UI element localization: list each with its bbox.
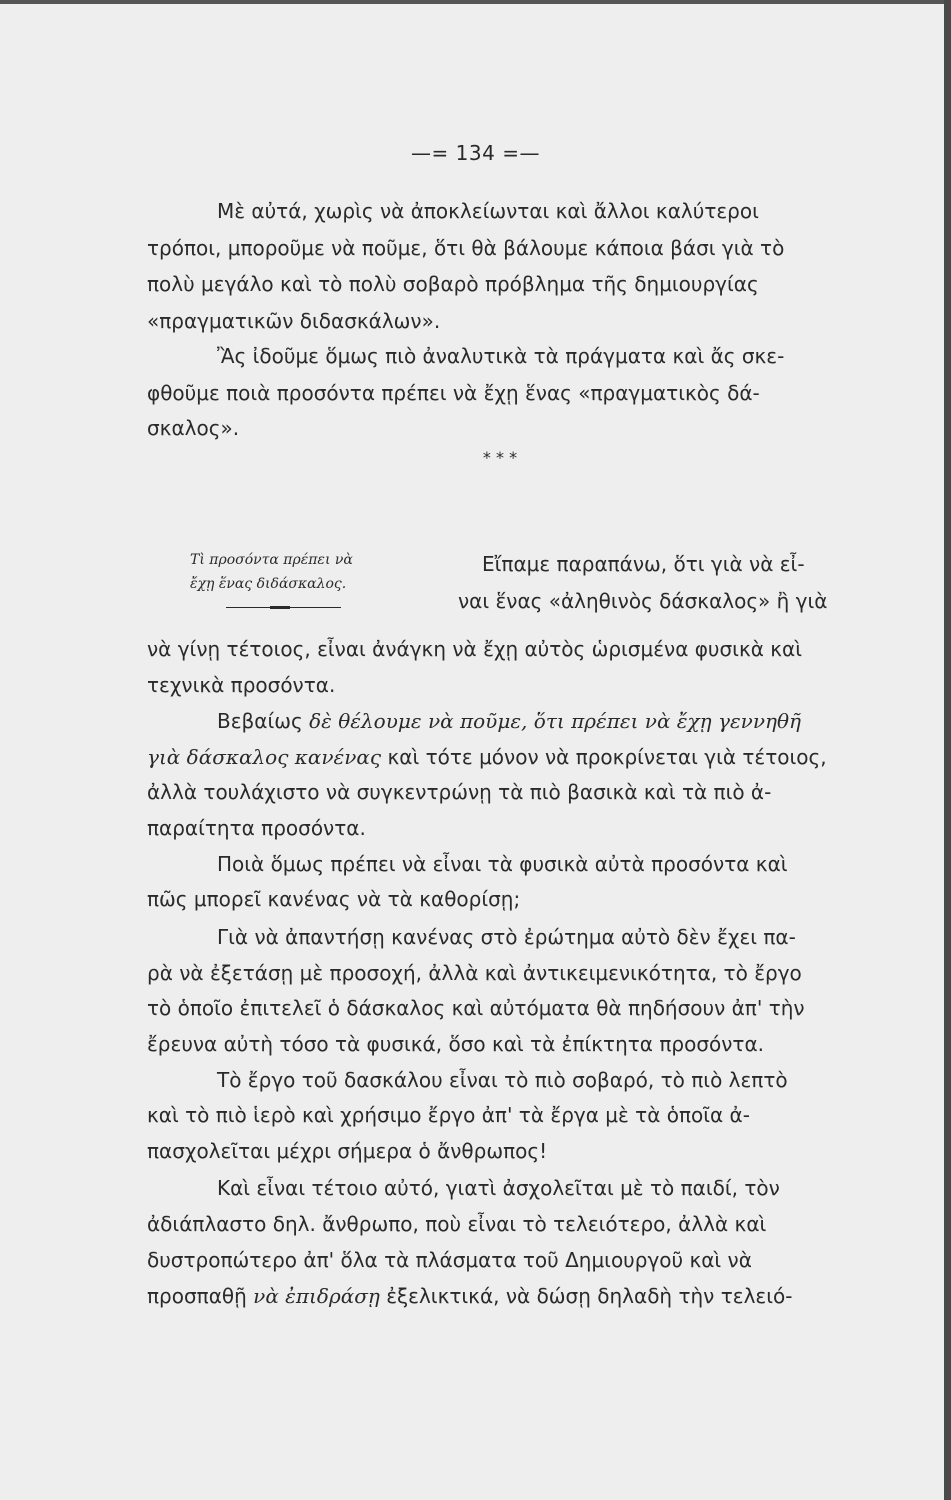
- p3-line-4: τεχνικὰ προσόντα.: [147, 673, 336, 697]
- p8-line-4: [147, 1284, 792, 1308]
- p8-line-4-italic: νὰ ἐπιδράσῃ: [253, 1284, 380, 1308]
- p4-line-2-italic: γιὰ δάσκαλος κανένας: [147, 745, 382, 769]
- p5-line-2: πῶς μπορεῖ κανένας νὰ τὰ καθορίσῃ;: [147, 887, 521, 911]
- p6-line-3: τὸ ὁποῖο ἐπιτελεῖ ὁ δάσκαλος καὶ αὐτόματα θὰ πηδήσουν ἀπ' τὴν: [147, 996, 805, 1020]
- p8-line-3: δυστροπώτερο ἀπ' ὅλα τὰ πλάσματα τοῦ Δημιουργοῦ καὶ νὰ: [147, 1248, 752, 1272]
- p1-line-3: πολὺ μεγάλο καὶ τὸ πολὺ σοβαρὸ πρόβλημα τῆς δημιουργίας: [147, 272, 759, 296]
- scan-edge-right: [944, 0, 951, 1500]
- p7-line-1: Τὸ ἔργο τοῦ δασκάλου εἶναι τὸ πιὸ σοβαρό, τὸ πιὸ λεπτὸ: [217, 1068, 788, 1092]
- p8-line-1: Καὶ εἶναι τέτοιο αὐτό, γιατὶ ἀσχολεῖται μὲ τὸ παιδί, τὸν: [217, 1176, 780, 1200]
- p8-line-4-roman-b: ἐξελικτικά, νὰ δώσῃ δηλαδὴ τὴν τελειό-: [379, 1284, 793, 1308]
- p4-line-2: [147, 745, 827, 769]
- p4-line-1-italic: δὲ θέλουμε νὰ ποῦμε, ὅτι πρέπει νὰ ἔχῃ γεννηθῆ: [309, 709, 802, 733]
- p6-line-2: ρὰ νὰ ἐξετάσῃ μὲ προσοχή, ἀλλὰ καὶ ἀντικειμενικότητα, τὸ ἔργο: [147, 961, 802, 985]
- p6-line-1: Γιὰ νὰ ἀπαντήσῃ κανένας στὸ ἐρώτημα αὐτὸ δὲν ἔχει πα-: [217, 925, 796, 949]
- p1-line-2: τρόποι, μποροῦμε νὰ ποῦμε, ὅτι θὰ βάλουμε κάποια βάσι γιὰ τὸ: [147, 236, 785, 260]
- section-separator: * * *: [482, 448, 518, 467]
- p4-line-2-roman: καὶ τότε μόνον νὰ προκρίνεται γιὰ τέτοιος,: [381, 745, 827, 769]
- p1-line-1: Μὲ αὐτά, χωρὶς νὰ ἀποκλείωνται καὶ ἄλλοι καλύτεροι: [217, 199, 759, 223]
- p5-line-1: Ποιὰ ὅμως πρέπει νὰ εἶναι τὰ φυσικὰ αὐτὰ προσόντα καὶ: [217, 852, 788, 876]
- p3-line-1: Εἴπαμε παραπάνω, ὅτι γιὰ νὰ εἶ-: [482, 552, 805, 576]
- p4-line-3: ἀλλὰ τουλάχιστο νὰ συγκεντρώνῃ τὰ πιὸ βασικὰ καὶ τὰ πιὸ ἀ-: [147, 780, 772, 804]
- p3-line-3: νὰ γίνῃ τέτοιος, εἶναι ἀνάγκη νὰ ἔχῃ αὐτὸς ὡρισμένα φυσικὰ καὶ: [147, 637, 803, 661]
- scan-edge-top: [0, 0, 951, 4]
- p7-line-3: πασχολεῖται μέχρι σήμερα ὁ ἄνθρωπος!: [147, 1139, 548, 1163]
- p4-line-1: [217, 709, 801, 733]
- page-number-header: —= 134 =—: [411, 141, 540, 165]
- p6-line-4: ἔρευνα αὐτὴ τόσο τὰ φυσικά, ὅσο καὶ τὰ ἐπίκτητα προσόντα.: [147, 1032, 764, 1056]
- p2-line-1: Ἂς ἰδοῦμε ὅμως πιὸ ἀναλυτικὰ τὰ πράγματα καὶ ἄς σκε-: [217, 344, 785, 368]
- p4-line-4: παραίτητα προσόντα.: [147, 816, 366, 840]
- p1-line-4: «πραγματικῶν διδασκάλων».: [147, 309, 441, 333]
- p8-line-2: ἀδιάπλαστο δηλ. ἄνθρωπο, ποὺ εἶναι τὸ τελειότερο, ἀλλὰ καὶ: [147, 1212, 767, 1236]
- p2-line-2: φθοῦμε ποιὰ προσόντα πρέπει νὰ ἔχῃ ἕνας «πραγματικὸς δά-: [147, 381, 760, 405]
- p4-line-1-roman: Βεβαίως: [217, 709, 310, 733]
- p2-line-3: σκαλος».: [147, 416, 240, 440]
- p3-line-2: ναι ἕνας «ἀληθινὸς δάσκαλος» ἢ γιὰ: [458, 589, 828, 613]
- p7-line-2: καὶ τὸ πιὸ ἱερὸ καὶ χρήσιμο ἔργο ἀπ' τὰ ἔργα μὲ τὰ ὁποῖα ἀ-: [147, 1103, 750, 1127]
- margin-note-rule-mark: [270, 606, 290, 609]
- p8-line-4-roman-a: προσπαθῇ: [147, 1284, 254, 1308]
- margin-note-line-2: ἔχῃ ἕνας διδάσκαλος.: [190, 576, 347, 592]
- margin-note-line-1: Τὶ προσόντα πρέπει νὰ: [190, 552, 353, 568]
